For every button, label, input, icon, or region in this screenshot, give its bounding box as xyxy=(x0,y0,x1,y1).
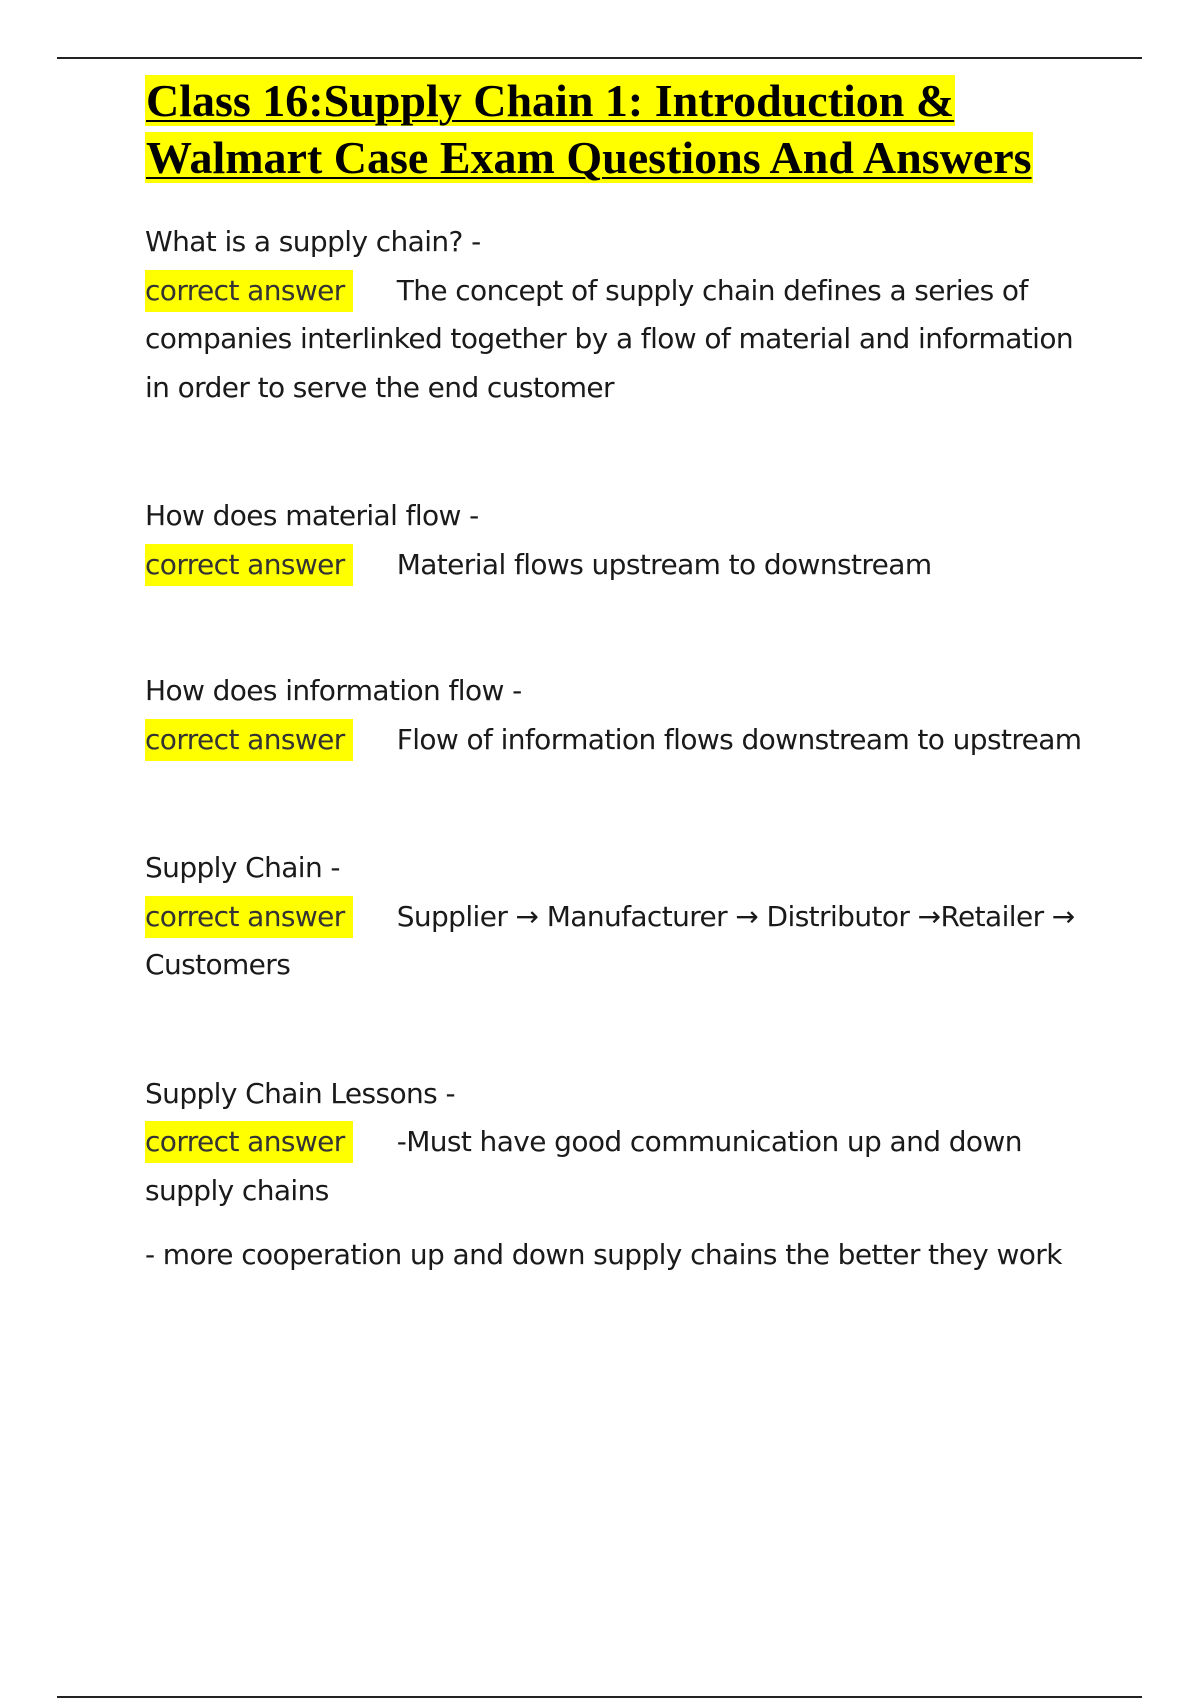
qa-item xyxy=(145,844,1105,990)
qa-item xyxy=(145,1070,1105,1280)
question-text: How does information flow - xyxy=(145,674,522,707)
answer-text xyxy=(145,267,1105,413)
correct-answer-tag: correct answer xyxy=(145,1121,353,1163)
answer-body: Supplier → Manufacturer → Distributor →Retailer → Customers xyxy=(145,899,1075,981)
answer-text xyxy=(145,1118,1105,1215)
correct-answer-tag: correct answer xyxy=(145,270,353,312)
question-text: Supply Chain - xyxy=(145,851,340,884)
correct-answer-tag: correct answer xyxy=(145,719,353,761)
answer-text xyxy=(145,541,1105,590)
qa-item xyxy=(145,492,1105,589)
document-body xyxy=(145,72,1105,1280)
correct-answer-tag: correct answer xyxy=(145,896,353,938)
answer-body: The concept of supply chain defines a series of companies interlinked together by a flow of material and information in order to serve the end customer xyxy=(145,273,1074,404)
question-text: Supply Chain Lessons - xyxy=(145,1076,455,1110)
answer-text xyxy=(145,716,1105,765)
answer-body: -Must have good communication up and down supply chains xyxy=(145,1125,1022,1207)
answer-extra-text: - more cooperation up and down supply chains the better they work xyxy=(145,1238,1062,1271)
answer-body: Flow of information flows downstream to upstream xyxy=(396,722,1082,756)
top-rule xyxy=(57,57,1142,59)
qa-item xyxy=(145,667,1105,764)
qa-item xyxy=(145,218,1105,412)
document-title: Class 16:Supply Chain 1: Introduction & Walmart Case Exam Questions And Answers xyxy=(146,75,1032,183)
bottom-rule xyxy=(57,1696,1142,1698)
answer-body: Material flows upstream to downstream xyxy=(396,547,932,581)
answer-text xyxy=(145,893,1105,990)
question-text: How does material flow - xyxy=(145,499,479,532)
question-text: What is a supply chain? - xyxy=(145,225,481,258)
correct-answer-tag: correct answer xyxy=(145,544,353,586)
